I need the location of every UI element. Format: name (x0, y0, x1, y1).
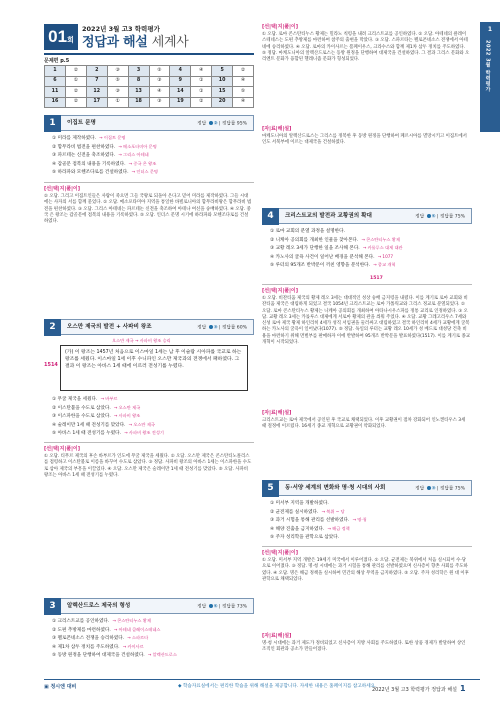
question-number: 4 (262, 208, 279, 225)
option-text: ④ 해양 진출을 금지하였다. (270, 526, 325, 532)
answer-row (45, 76, 254, 87)
answer-option (52, 152, 252, 161)
answer-value: ② (191, 97, 212, 108)
answer-value: ④ (191, 66, 212, 77)
data-explanation-text: 마케도니아의 알렉산드로스는 그리스를 정복한 후 동방 원정을 단행하여 페르시아를 멸망시키고 이집트에서 인도 서북부에 이르는 대제국을 건설하였다. (262, 134, 467, 146)
exam-number-badge: 01회 (44, 24, 78, 50)
option-annotation: → 해금 정책 (327, 525, 350, 531)
answer-value: ③ (107, 87, 128, 98)
footer-publisher: ▣ 정시엔 대비 (44, 684, 77, 690)
option-text: ④ 카노사의 굴욕 사건이 일어난 배경을 분석해 본다. (270, 254, 375, 260)
answer-question-number: 7 (86, 76, 107, 87)
answer-value: ④ (233, 97, 254, 108)
answer-question-number: 19 (170, 97, 191, 108)
answer-question-number: 15 (212, 87, 233, 98)
option-annotation: → 중국 은 왕조 (128, 160, 157, 166)
answer-question-number: 11 (45, 87, 66, 98)
answer-option (52, 169, 252, 178)
answer-value: ① (107, 97, 128, 108)
answer-table (44, 65, 254, 108)
explanation-text: ① 오답. 비잔티움 제국의 황제 레오 3세는 대대적인 성상 숭배 금지령을 내렸다. 이를 계기로 로마 교회와 비잔티움 제국은 대립하게 되었고 결국 1054년 크리스트교는 로마 가톨릭교와 그리스 정교로 분열되었다. ② 오답. 로마 콘스탄티누스 황제는 니케아 공의회를 개최하여 아타나시우스파를 정통 교리로 인정하였다. ③ 오답. 교황 레오 3세는 카롤루스 대제에게 서로마 황제의 관을 씌워 주었다. ④ 오답. 교황 그레고리우스 7세와 신성 로마 제국 황제 하인리히 4세가 성직 서임권을 둘러싸고 대립하였고 결국 하인리히 4세가 교황에게 굴복하는 카노사의 굴욕이 일어났다(1077). ⑤ 정답. 독일의 루터는 교황 레오 10세가 성 베드로 대성당 건축 비용을 마련하기 위해 면벌부를 판매하자 이에 반발하여 95개조 반박문을 발표하였다(1517). 이를 계기로 종교 개혁이 시작되었다. (262, 296, 470, 345)
answer-question-number: 17 (86, 97, 107, 108)
explanation-text: ① 오답. 미서부 지역 개발은 19세기 미국에서 이루어졌다. ② 오답. 균전제는 북위에서 처음 실시되어 수·당으로 이어졌다. ③ 정답. 명·청 시대에는 과거 시험을 통해 관리를 선발하였으며 신사층이 향촌 사회를 주도하였다. ④ 오답. 명은 해금 정책을 실시하여 민간의 해상 무역을 금지하였다. ⑤ 오답. 주자 성리학은 원 대 이후 관학으로 채택되었다. (262, 558, 469, 582)
answer-option (52, 627, 252, 636)
option-text: ⑤ 아바스 1세 때 전성기를 누렸다. (52, 431, 122, 437)
answer-option (52, 635, 252, 644)
option-annotation: → 스파르타 (127, 635, 149, 641)
answer-question-number: 20 (212, 97, 233, 108)
answer-option (270, 526, 470, 535)
answer-value: ② (65, 97, 86, 108)
answer-value: ③ (149, 97, 170, 108)
section-heading: [자|료|해|설] (262, 126, 292, 132)
option-text: ⑤ 하라파와 모헨조다로를 건설하였다. (52, 170, 129, 176)
answer-row (45, 66, 254, 77)
option-annotation: → 카롤루스 대제 대관 (362, 245, 403, 251)
answer-value: ② (65, 66, 86, 77)
question-number: 1 (44, 115, 61, 132)
question-number: 3 (44, 598, 61, 615)
question-3-options (52, 618, 252, 661)
answer-option (52, 652, 252, 661)
explanation-text: ① 오답. 티무르 제국의 후손 바부르가 인도에 무굴 제국을 세웠다. ② 오답. 오스만 제국은 콘스탄티노폴리스를 점령하고 이스탄불로 이름을 바꾸어 수도로 삼았다. ③ 정답. 사파비 왕조의 아바스 1세는 이스파한을 수도로 삼아 제국의 부흥을 이끌었다. ④ 오답. 오스만 제국은 술레이만 1세 때 전성기를 맞았다. ⑤ 오답. 사파비 왕조는 아바스 1세 때 전성기를 누렸다. (44, 454, 252, 478)
answer-question-number: 5 (212, 66, 233, 77)
answer-meta: 정답 ⑤ | 정답률 73% (197, 604, 247, 610)
section-heading: [선|택|지|풀|이] (44, 186, 81, 192)
side-tab (480, 22, 500, 132)
answer-value: ④ (233, 76, 254, 87)
option-annotation: → 사파비 왕조 (113, 413, 141, 419)
question-title: 이집트 문명 (67, 120, 96, 126)
exam-name: 2022년 3월 고3 학력평가 (82, 25, 160, 33)
header-divider (44, 53, 254, 55)
question-number: 5 (262, 480, 279, 497)
answer-question-number: 4 (170, 66, 191, 77)
answer-option (52, 405, 252, 414)
question-title: 크리스트교의 발전과 교황권의 확대 (285, 213, 372, 219)
divider (44, 442, 254, 443)
year-annotation: 1514 (44, 362, 58, 368)
footer-page-info: 2022년 3월 고3 학력평가 정답과 해설 1 (372, 684, 466, 693)
option-text: ③ 펠로폰네소스 전쟁을 승리하였다. (52, 636, 125, 642)
option-annotation: → 이집트 문명 (99, 135, 126, 140)
side-tab-number: 1 (487, 26, 493, 33)
option-text: ④ 갑골문 점복의 내용을 기록하였다. (52, 161, 126, 167)
question-4-header (262, 208, 472, 224)
option-annotation: → 오스만 제국 (113, 404, 141, 410)
option-annotation: → 아테네 클레이스테네스 (113, 626, 161, 632)
answer-option (52, 413, 252, 422)
answer-value: ① (65, 76, 86, 87)
option-text: ② 균전제를 실시하였다. (270, 509, 319, 515)
answer-value: ③ (107, 66, 128, 77)
side-tab-label: 2022 3월 학력평가 (484, 40, 491, 92)
option-text: ⑤ 동방 원정을 단행하여 대제국을 건설하였다. (52, 653, 145, 659)
option-text: ① 무굴 제국을 세웠다. (52, 397, 98, 402)
explanation-text: ① 오답. 로마 콘스탄티누스 황제는 밀라노 칙령을 내려 크리스트교를 공인하였다. ② 오답. 아테네의 클레이스테네스는 도편 추방제를 마련하여 참주의 출현을 막았다. ③ 오답. 스파르타는 펠로폰네소스 전쟁에서 아테네에 승리하였다. ④ 오답. 로마의 카이사르는 폼페이우스, 크라수스와 함께 제1차 삼두 정치를 주도하였다. ⑤ 정답. 마케도니아의 알렉산드로스는 동방 원정을 단행하여 대제국을 건설하였다. 그 결과 그리스 문화와 오리엔트 문화가 융합된 헬레니즘 문화가 형성되었다. (262, 32, 470, 62)
option-text: ③ 파르테논 신전을 축조하였다. (52, 153, 116, 159)
answer-option (270, 500, 470, 509)
answer-value: ⑤ (107, 76, 128, 87)
section-heading: [선|택|지|풀|이] (262, 24, 299, 30)
page-number: 1 (460, 684, 466, 693)
section-heading: [자|료|해|설] (262, 410, 292, 416)
footer-rule (44, 679, 480, 680)
answer-question-number: 18 (128, 97, 149, 108)
answer-option (270, 245, 470, 254)
answer-question-number: 14 (170, 87, 191, 98)
answer-row (45, 87, 254, 98)
answer-meta: 정답 ② | 정답률 95% (197, 121, 247, 127)
option-text: ④ 제1차 삼두 정치를 주도하였다. (52, 644, 120, 650)
answer-option (52, 144, 252, 153)
answer-question-number: 3 (128, 66, 149, 77)
answer-question-number: 12 (86, 87, 107, 98)
question-1-header (44, 115, 254, 131)
answer-option (270, 517, 470, 526)
option-annotation: → 오스만 제국 (128, 421, 155, 427)
answer-meta: 정답 ⑤ | 정답률 75% (415, 214, 465, 220)
option-text: ④ 술레이만 1세 때 전성기를 맞았다. (52, 422, 126, 428)
option-annotation: → 명·청 (352, 517, 367, 523)
question-3-header (44, 598, 254, 614)
answer-row (45, 97, 254, 108)
option-annotation: → 메소포타미아 문명 (118, 143, 157, 149)
answer-option (52, 618, 252, 627)
option-annotation: → 알렉산드로스 (147, 652, 177, 658)
answer-value: ② (65, 87, 86, 98)
answer-value: ⑤ (149, 66, 170, 77)
option-annotation: → 바부르 (100, 396, 118, 401)
answer-question-number: 6 (45, 76, 66, 87)
option-text: ⑤ 루터의 95개조 반박문이 끼친 영향을 분석한다. (270, 263, 371, 269)
answer-value: ④ (149, 87, 170, 98)
answer-table-label: 문제편 p.5 (44, 58, 70, 64)
option-annotation: → 종교 개혁 (373, 262, 396, 268)
option-text: ③ 교황 레오 3세가 단행한 일을 조사해 본다. (270, 246, 360, 252)
passage-annotation: 오스만 제국 → 사파비 왕조 승리 (112, 338, 171, 343)
question-1-options (52, 135, 252, 178)
answer-meta: 정답 ③ | 정답률 60% (197, 325, 247, 331)
question-5-header (262, 480, 472, 496)
answer-question-number: 8 (128, 76, 149, 87)
answer-option (270, 534, 470, 543)
option-annotation: → 콘스탄티누스 황제 (361, 236, 400, 242)
data-explanation-text: 명·청 시대에는 과거 제도가 정비되었고 신사층이 지방 사회를 주도하였다. 또한 상품 경제가 발달하여 상인 조직인 회관과 공소가 만들어졌다. (262, 641, 466, 653)
option-annotation: → 그리스 아테네 (118, 152, 149, 158)
answer-question-number: 9 (170, 76, 191, 87)
option-annotation: → 북위 ~ 당 (321, 508, 345, 514)
answer-option (52, 430, 252, 439)
answer-option (52, 135, 252, 144)
option-text: ② 니케아 공의회를 개최한 인물을 찾아본다. (270, 237, 359, 243)
option-annotation: → 카이사르 (122, 643, 144, 649)
answer-option (270, 228, 470, 237)
question-title: 알렉산드로스 제국의 형성 (67, 603, 131, 609)
divider (262, 284, 472, 285)
section-heading: [자|료|해|설] (262, 633, 292, 639)
answer-option (270, 262, 470, 271)
answer-question-number: 13 (128, 87, 149, 98)
option-text: ① 미서부 지역을 개발하였다. (270, 501, 329, 506)
section-heading: [선|택|지|풀|이] (44, 446, 81, 452)
divider (262, 546, 472, 547)
divider (44, 182, 254, 183)
answer-value: ⑤ (233, 87, 254, 98)
answer-question-number: 10 (212, 76, 233, 87)
option-text: ① 로마 교회의 분열 과정을 설명한다. (270, 229, 346, 234)
year-annotation: 1517 (370, 276, 383, 281)
passage-box: (가) 이 왕조는 1457년 처음으로 이스마일 1세는 남 후 이슬람 시아파를 국교로 하는 왕조를 세웠다. 이스마일 1세 이후 수니파인 오스만 제국과의 전쟁에서 패하였다. 그 결과 이 왕조는 아바스 1세 때에 이르러 전성기를 누렸다. (60, 345, 248, 391)
answer-option (270, 509, 470, 518)
option-text: ② 함무라비 법전을 편찬하였다. (52, 144, 116, 150)
answer-value: ② (233, 66, 254, 77)
answer-value: ① (191, 76, 212, 87)
answer-question-number: 1 (45, 66, 66, 77)
option-text: ③ 과거 시험을 통해 관리를 선발하였다. (270, 518, 350, 524)
option-annotation: → 1077 (377, 253, 394, 259)
answer-option (270, 254, 470, 263)
option-text: ② 이스탄불을 수도로 삼았다. (52, 405, 111, 411)
page-title: 정답과 해설 세계사 (82, 35, 189, 50)
data-explanation-text: 크리스트교는 로마 제국에서 공인된 후 국교로 채택되었다. 이후 교황권이 점차 강화되어 인노켄티우스 3세 때 절정에 이르렀다. 16세기 종교 개혁으로 교황권이 약화되었다. (262, 418, 466, 430)
option-text: ⑤ 주자 성리학을 관학으로 삼았다. (270, 535, 340, 541)
section-heading: [선|택|지|풀|이] (262, 550, 299, 556)
answer-question-number: 16 (45, 97, 66, 108)
option-annotation: → 콘스탄티누스 황제 (112, 618, 151, 623)
option-annotation: → 인더스 문명 (131, 169, 158, 175)
answer-meta: 정답 ③ | 정답률 75% (415, 486, 465, 492)
footer-notice: ◆ 학습자료실에서는 편리한 학습을 위해 해설을 제공합니다. 자세한 내용은 홈페이지를 참고하세요. (178, 684, 377, 689)
option-annotation: → 사파비 왕조 전성기 (124, 430, 164, 436)
question-2-options (52, 396, 252, 439)
question-title: 동·서양 세계의 변화와 명·청 시대의 사회 (285, 485, 386, 491)
section-heading: [선|택|지|풀|이] (262, 288, 299, 294)
answer-value: ③ (149, 76, 170, 87)
option-text: ① 크리스트교를 공인하였다. (52, 619, 110, 624)
answer-option (270, 237, 470, 246)
option-text: ③ 이스파한을 수도로 삼았다. (52, 414, 111, 420)
option-text: ② 도편 추방제를 마련하였다. (52, 627, 111, 633)
explanation-text: ② 오답. 그리고 이집트인들은 사람이 죽으면 그들 국왕로 되돌아 온다고 믿어 미라를 제작하였다. 그들 시대에는 사자의 서를 함께 묻었다. ② 오답. 메소포타미아 지역을 통일한 바빌로니아의 함무라비왕은 함무라비 법전을 편찬하였다. ③ 오답. 그리스 아테네는 파르테논 신전을 축조하여 아테나 여신을 숭배하였다. ④ 오답. 중국 은 왕조는 갑골문에 점복의 내용을 기록하였다. ⑤ 오답. 인더스 문명 시기에 하라파와 모헨조다로를 건설하였다. (44, 194, 252, 224)
question-title: 오스만 제국의 발전 + 사파비 왕조 (67, 324, 152, 330)
question-2-header (44, 319, 254, 335)
question-5-options (270, 500, 470, 543)
option-text: ① 미라를 제작하였다. (52, 136, 97, 141)
answer-question-number: 2 (86, 66, 107, 77)
question-4-options (270, 228, 470, 271)
answer-value: ① (191, 87, 212, 98)
answer-option (52, 396, 252, 405)
question-number: 2 (44, 319, 61, 336)
